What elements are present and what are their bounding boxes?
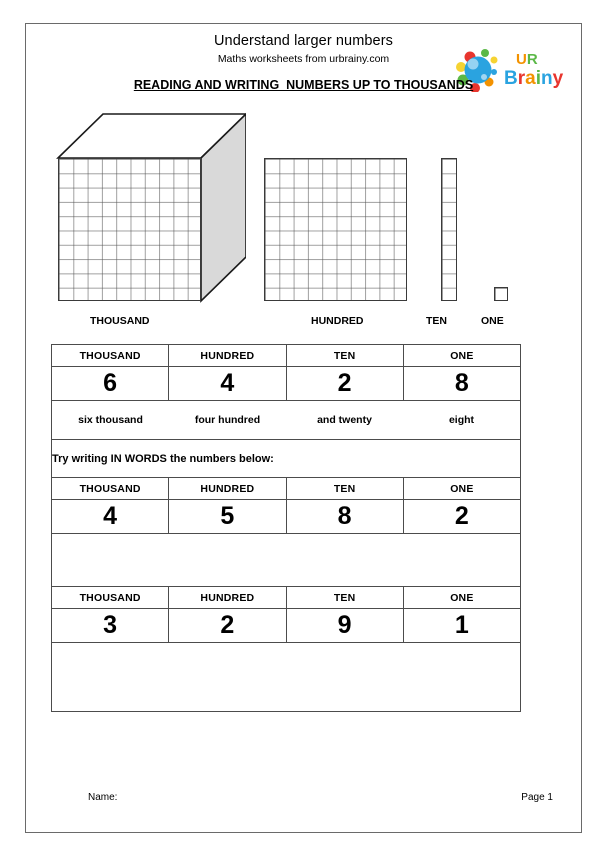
- col-header-one-q1: ONE: [403, 478, 520, 500]
- page-number-label: Page 1: [521, 792, 553, 803]
- answer-area-q2[interactable]: [52, 643, 521, 712]
- diagram-label-thousand: THOUSAND: [90, 315, 150, 327]
- ten-rod: [441, 158, 457, 301]
- answer-area-q1[interactable]: [52, 534, 521, 587]
- word-one: eight: [448, 414, 475, 426]
- col-header-hundred: HUNDRED: [169, 345, 286, 367]
- worksheet-page: [25, 23, 582, 833]
- col-header-ten: TEN: [286, 345, 403, 367]
- table-row-digits-q1: [52, 500, 521, 534]
- table-row-header-example: [52, 345, 521, 367]
- digit-cell-one-q1: 2: [403, 500, 520, 534]
- col-header-thousand-q1: THOUSAND: [52, 478, 169, 500]
- col-header-thousand: THOUSAND: [52, 345, 169, 367]
- col-header-one: ONE: [403, 345, 520, 367]
- instruction-text: Try writing IN WORDS the numbers below:: [52, 440, 521, 478]
- table-row-header-q2: [52, 587, 521, 609]
- logo-text-brainy: Brainy: [504, 68, 564, 89]
- col-header-ten-q1: TEN: [286, 478, 403, 500]
- page-subtitle: Maths worksheets from urbrainy.com: [217, 53, 390, 65]
- page-title: Understand larger numbers: [213, 33, 393, 49]
- diagram-label-hundred: HUNDRED: [311, 315, 364, 327]
- digit-cell-ten-q2: 9: [286, 609, 403, 643]
- word-thousand: six thousand: [78, 414, 143, 426]
- logo-text-ur: UR: [516, 51, 538, 68]
- col-header-hundred-q1: HUNDRED: [169, 478, 286, 500]
- col-header-ten-q2: TEN: [286, 587, 403, 609]
- cube-front-face: [58, 158, 201, 301]
- word-hundred: four hundred: [194, 414, 261, 426]
- digit-cell-one-q2: 1: [403, 609, 520, 643]
- table-row-digits-example: [52, 367, 521, 401]
- table-row-digits-q2: [52, 609, 521, 643]
- digit-cell-hundred-q1: 5: [169, 500, 286, 534]
- hundred-flat: [264, 158, 407, 301]
- name-label: Name:: [88, 792, 118, 803]
- digit-cell-thousand: 6: [52, 367, 169, 401]
- digit-cell-thousand-q2: 3: [52, 609, 169, 643]
- digit-cell-hundred-q2: 2: [169, 609, 286, 643]
- digit-cell-thousand-q1: 4: [52, 500, 169, 534]
- col-header-hundred-q2: HUNDRED: [169, 587, 286, 609]
- one-unit: [494, 287, 508, 301]
- digit-cell-ten: 2: [286, 367, 403, 401]
- digit-cell-hundred: 4: [169, 367, 286, 401]
- table-row-answer-q2[interactable]: [52, 643, 521, 712]
- diagram-labels: [26, 315, 583, 333]
- col-header-thousand-q2: THOUSAND: [52, 587, 169, 609]
- main-heading: READING AND WRITING NUMBERS UP TO THOUSANDS: [133, 78, 474, 92]
- table-row-instruction: [52, 440, 521, 478]
- diagram-label-one: ONE: [481, 315, 504, 327]
- digit-cell-one: 8: [403, 367, 520, 401]
- word-ten: and twenty: [317, 414, 372, 426]
- footer: [26, 792, 581, 808]
- place-value-diagram: [26, 102, 583, 327]
- example-words-row: [52, 401, 521, 440]
- table-row-header-q1: [52, 478, 521, 500]
- col-header-one-q2: ONE: [403, 587, 520, 609]
- diagram-label-ten: TEN: [426, 315, 447, 327]
- place-value-table: [51, 344, 521, 712]
- table-row-answer-q1[interactable]: [52, 534, 521, 587]
- digit-cell-ten-q1: 8: [286, 500, 403, 534]
- table-row-words-example: [52, 401, 521, 440]
- thousand-cube: [26, 102, 246, 317]
